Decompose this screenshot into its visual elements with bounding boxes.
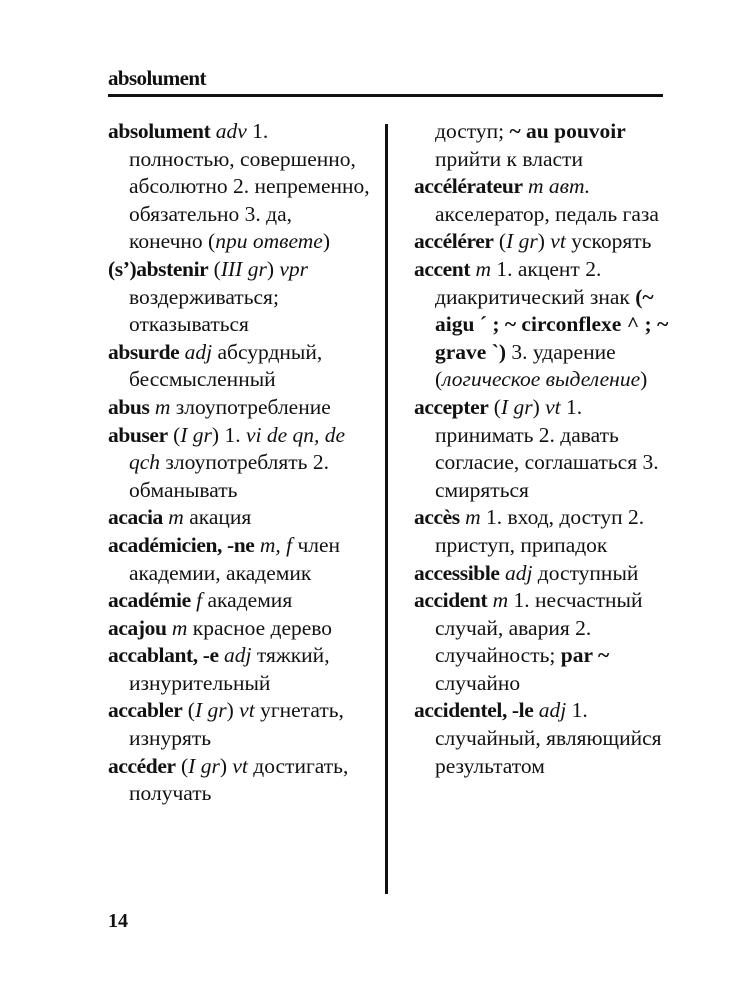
usage-note: при ответе [215, 229, 323, 254]
paren: ) [537, 229, 551, 254]
example-phrase: par ~ [560, 643, 610, 668]
entry-abuser [108, 422, 370, 505]
entry-absolument [108, 118, 370, 256]
definition: ) [322, 229, 330, 254]
definition: ) [640, 367, 648, 392]
definition: доступный [532, 560, 639, 585]
headword: accident [414, 588, 488, 613]
entry-accent [414, 256, 674, 394]
headword: abuser [108, 422, 168, 447]
definition: ускорять [565, 229, 652, 254]
headword: absurde [108, 339, 180, 364]
headword: absolument [108, 119, 211, 143]
headword: académicien, -ne [108, 532, 255, 557]
definition: красное дерево [187, 615, 333, 640]
headword: acacia [108, 505, 163, 530]
right-column [414, 118, 674, 780]
headword: accélérer [414, 229, 494, 254]
headword: accent [414, 256, 471, 281]
entry-accepter [414, 394, 674, 504]
definition: абсурдный, бессмысленный [129, 339, 323, 392]
entry-academicien [108, 532, 370, 587]
definition: член академии, академик [129, 532, 341, 585]
definition: акселератор, педаль газа [435, 201, 659, 226]
entry-accelerer [414, 228, 674, 256]
example-phrase: ~ au pouvoir [509, 119, 626, 143]
definition: 1. полностью, совершенно, абсолютно 2. непременно, обязательно 3. да, конечно ( [129, 119, 370, 254]
grammar-label: adj [179, 339, 213, 364]
definition: воздерживаться; отказываться [129, 284, 279, 337]
paren: ( [208, 256, 221, 281]
paren: ( [167, 422, 181, 447]
entry-accident [414, 587, 674, 697]
paren: ( [175, 753, 189, 778]
grammar-label: adj [218, 643, 252, 668]
entry-accidentel [414, 697, 674, 780]
entry-absurde [108, 339, 370, 394]
grammar-label: m [470, 256, 492, 281]
definition: 1. акцент 2. диакритический знак [435, 256, 636, 309]
column-divider [385, 124, 388, 894]
paren: ) [219, 753, 233, 778]
definition: достигать, получать [129, 753, 349, 806]
paren: ) 1. [211, 422, 246, 447]
entry-abus [108, 394, 370, 422]
paren: ) [226, 698, 240, 723]
headword: acajou [108, 615, 167, 640]
grammar-label: I gr [500, 394, 533, 419]
entry-accablant [108, 642, 370, 697]
definition: доступ; [435, 119, 510, 143]
grammar-label: I gr [188, 753, 220, 778]
headword: (s’)abstenir [108, 256, 209, 281]
running-head: absolument [108, 66, 206, 90]
definition: прийти к власти [435, 146, 583, 171]
headword: abus [108, 394, 150, 419]
grammar-label: m [162, 505, 184, 530]
headword: accidentel, -le [414, 698, 534, 723]
entry-acacia [108, 504, 370, 532]
grammar-label: I gr [506, 229, 538, 254]
grammar-label: III gr [220, 256, 267, 281]
grammar-label: vi de qn, de qch [129, 422, 346, 475]
headword: accessible [414, 560, 500, 585]
definition: злоупотреблять 2. обманывать [129, 450, 329, 502]
grammar-label: I gr [180, 422, 212, 447]
header-rule [108, 94, 663, 97]
headword: accablant, -e [108, 643, 219, 668]
paren: ( [493, 229, 507, 254]
grammar-label: m, f [254, 532, 293, 557]
definition: угнетать, изнурять [129, 698, 344, 751]
grammar-label: adv [210, 119, 247, 143]
grammar-label: adj [533, 698, 567, 723]
headword: accepter [414, 394, 489, 419]
paren: ) [532, 394, 546, 419]
definition: акация [183, 505, 252, 530]
example-phrase: (~ aigu ´ ; ~ circonflexe ^ ; ~ grave `) [435, 284, 669, 364]
paren: ( [182, 698, 195, 723]
definition: 1. принимать 2. давать согласие, соглашаться 3. смиряться [435, 394, 659, 502]
headword: académie [108, 588, 191, 613]
grammar-label: m [459, 505, 481, 530]
definition: тяжкий, изнурительный [129, 643, 330, 695]
usage-note: логическое выделение [442, 367, 641, 392]
entry-academie [108, 587, 370, 615]
headword: accéder [108, 753, 176, 778]
headword: accès [414, 505, 460, 530]
entry-acceder [108, 753, 370, 808]
grammar-label: vpr [279, 256, 309, 281]
definition: случайно [435, 670, 521, 695]
entry-continuation [414, 118, 674, 173]
headword: accabler [108, 698, 183, 723]
grammar-label: m авт. [522, 174, 591, 199]
grammar-label: m [487, 588, 509, 613]
entry-accessible [414, 560, 674, 588]
definition: 1. несчастный случай, авария 2. случайность; [435, 588, 643, 668]
grammar-label: m [166, 615, 188, 640]
definition: 1. случайный, являющийся результатом [435, 698, 662, 778]
grammar-label: adj [499, 560, 533, 585]
grammar-label: f [190, 588, 203, 613]
entry-abstenir [108, 256, 370, 339]
headword: accélérateur [414, 174, 523, 199]
definition: 1. вход, доступ 2. приступ, припадок [435, 505, 645, 557]
left-column [108, 118, 370, 808]
paren: ( [488, 394, 501, 419]
definition: академия [202, 588, 293, 613]
grammar-label: vt [550, 229, 566, 254]
definition: 3. ударение ( [435, 339, 616, 392]
entry-acajou [108, 615, 370, 643]
page-number: 14 [108, 910, 128, 932]
entry-acces [414, 504, 674, 559]
entry-accabler [108, 697, 370, 752]
grammar-label: I gr [194, 698, 227, 723]
entry-accelerateur [414, 173, 674, 228]
paren: ) [266, 256, 280, 281]
definition: злоупотребление [170, 394, 331, 419]
grammar-label: vt [239, 698, 255, 723]
grammar-label: vt [232, 753, 248, 778]
grammar-label: m [149, 394, 171, 419]
grammar-label: vt [545, 394, 561, 419]
